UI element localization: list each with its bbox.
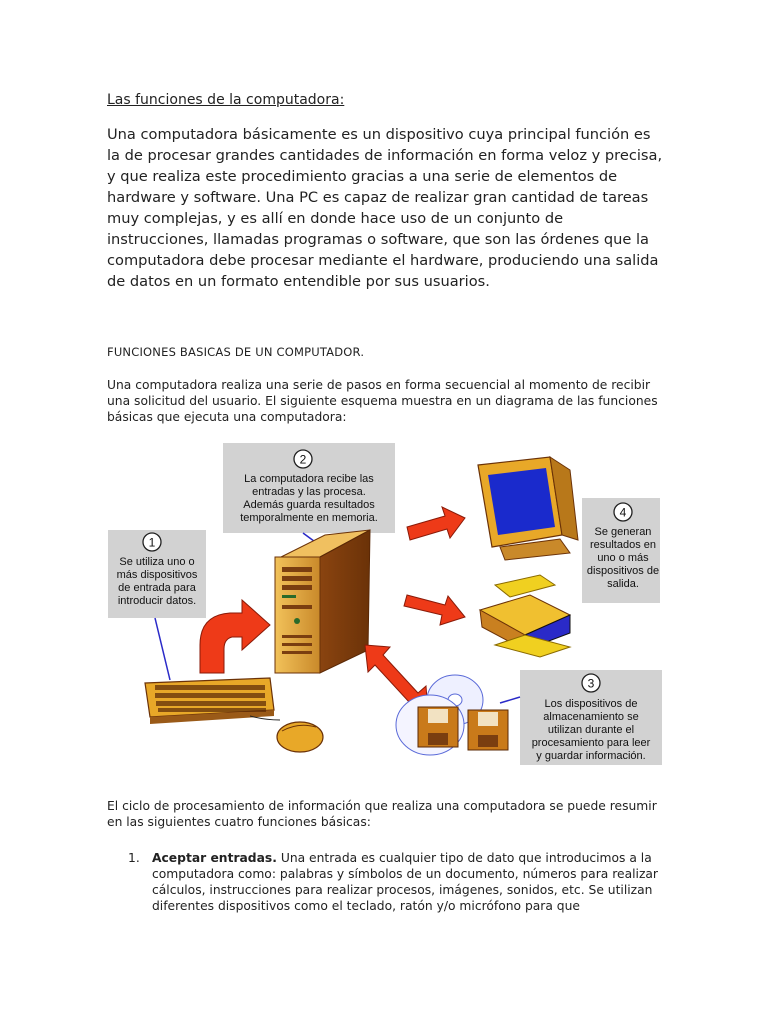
step-1-number: 1 [148, 535, 156, 550]
mouse-illustration [250, 716, 323, 752]
step-1-line-3: de entrada para [118, 582, 196, 594]
step-2-number: 2 [299, 452, 307, 467]
step-1-callout [108, 530, 206, 618]
step-2-line-1: La computadora recibe las [244, 473, 374, 485]
list-item-text: Una entrada es cualquier tipo de dato que introducimos a la computadora como: palabras y símbolos de un documento, números para realizar cálculos, instrucciones para realizar procesos, imágenes, sonidos, etc. Se utilizan diferentes dispositivos como el teclado, ratón y/o micrófono para que [152, 851, 658, 913]
output-arrow-monitor [407, 507, 465, 540]
monitor-illustration [478, 457, 578, 560]
step-1-line-4: introducir datos. [117, 595, 197, 607]
step-3-line-3: utilizan durante el [547, 724, 635, 736]
step-4-line-5: salida. [607, 578, 639, 590]
cpu-tower-illustration [275, 530, 370, 673]
step-3-callout [520, 670, 662, 765]
step-3-line-5: y guardar información. [536, 750, 646, 762]
list-item [128, 850, 668, 914]
step-2-callout [223, 443, 395, 533]
printer-illustration [480, 575, 570, 657]
step-2-line-2: entradas y las procesa. [252, 486, 366, 498]
step-4-number: 4 [619, 505, 627, 520]
step-3-line-1: Los dispositivos de [544, 698, 638, 710]
list-item-number: 1. [128, 851, 140, 865]
section-heading: FUNCIONES BASICAS DE UN COMPUTADOR. [107, 345, 365, 359]
input-arrow [200, 600, 270, 673]
step-4-line-3: uno o más [597, 552, 649, 564]
section-description: Una computadora realiza una serie de pasos en forma secuencial al momento de recibir una solicitud del usuario. El siguiente esquema muestra en un diagrama de las funciones básicas que ejecuta una computadora: [107, 378, 658, 424]
step-3-line-4: procesamiento para leer [531, 737, 651, 749]
step-4-line-4: dispositivos de [586, 565, 660, 577]
cycle-paragraph: El ciclo de procesamiento de información que realiza una computadora se puede resumir en las siguientes cuatro funciones básicas: [107, 799, 657, 829]
step-1-line-1: Se utiliza uno o [119, 556, 195, 568]
step-3-line-2: almacenamiento se [543, 711, 639, 723]
step-4-line-1: Se generan [594, 526, 652, 538]
step-3-number: 3 [587, 676, 595, 691]
intro-paragraph: Una computadora básicamente es un dispositivo cuya principal función es la de procesar grandes cantidades de información en forma veloz y precisa, y que realiza este procedimiento gracias a una serie de elementos de hardware y software. Una PC es capaz de realizar gran cantidad de tareas muy complejas, y es allí en donde hace uso de un conjunto de instrucciones, llamadas programas o software, que son las órdenes que la computadora debe procesar mediante el hardware, produciendo una salida de datos en un formato entendible por sus usuarios. [107, 126, 663, 290]
step-2-line-4: temporalmente en memoria. [240, 512, 378, 524]
step-1-line-2: más dispositivos [116, 569, 198, 581]
output-arrow-printer [404, 595, 465, 625]
functions-list [128, 850, 668, 914]
step-4-callout [582, 498, 660, 603]
step-4-line-2: resultados en [589, 539, 657, 551]
step-2-line-3: Además guarda resultados [243, 499, 375, 511]
page-title: Las funciones de la computadora: [107, 92, 345, 108]
list-item-heading: Aceptar entradas. [152, 851, 277, 865]
computer-functions-diagram [100, 435, 680, 780]
